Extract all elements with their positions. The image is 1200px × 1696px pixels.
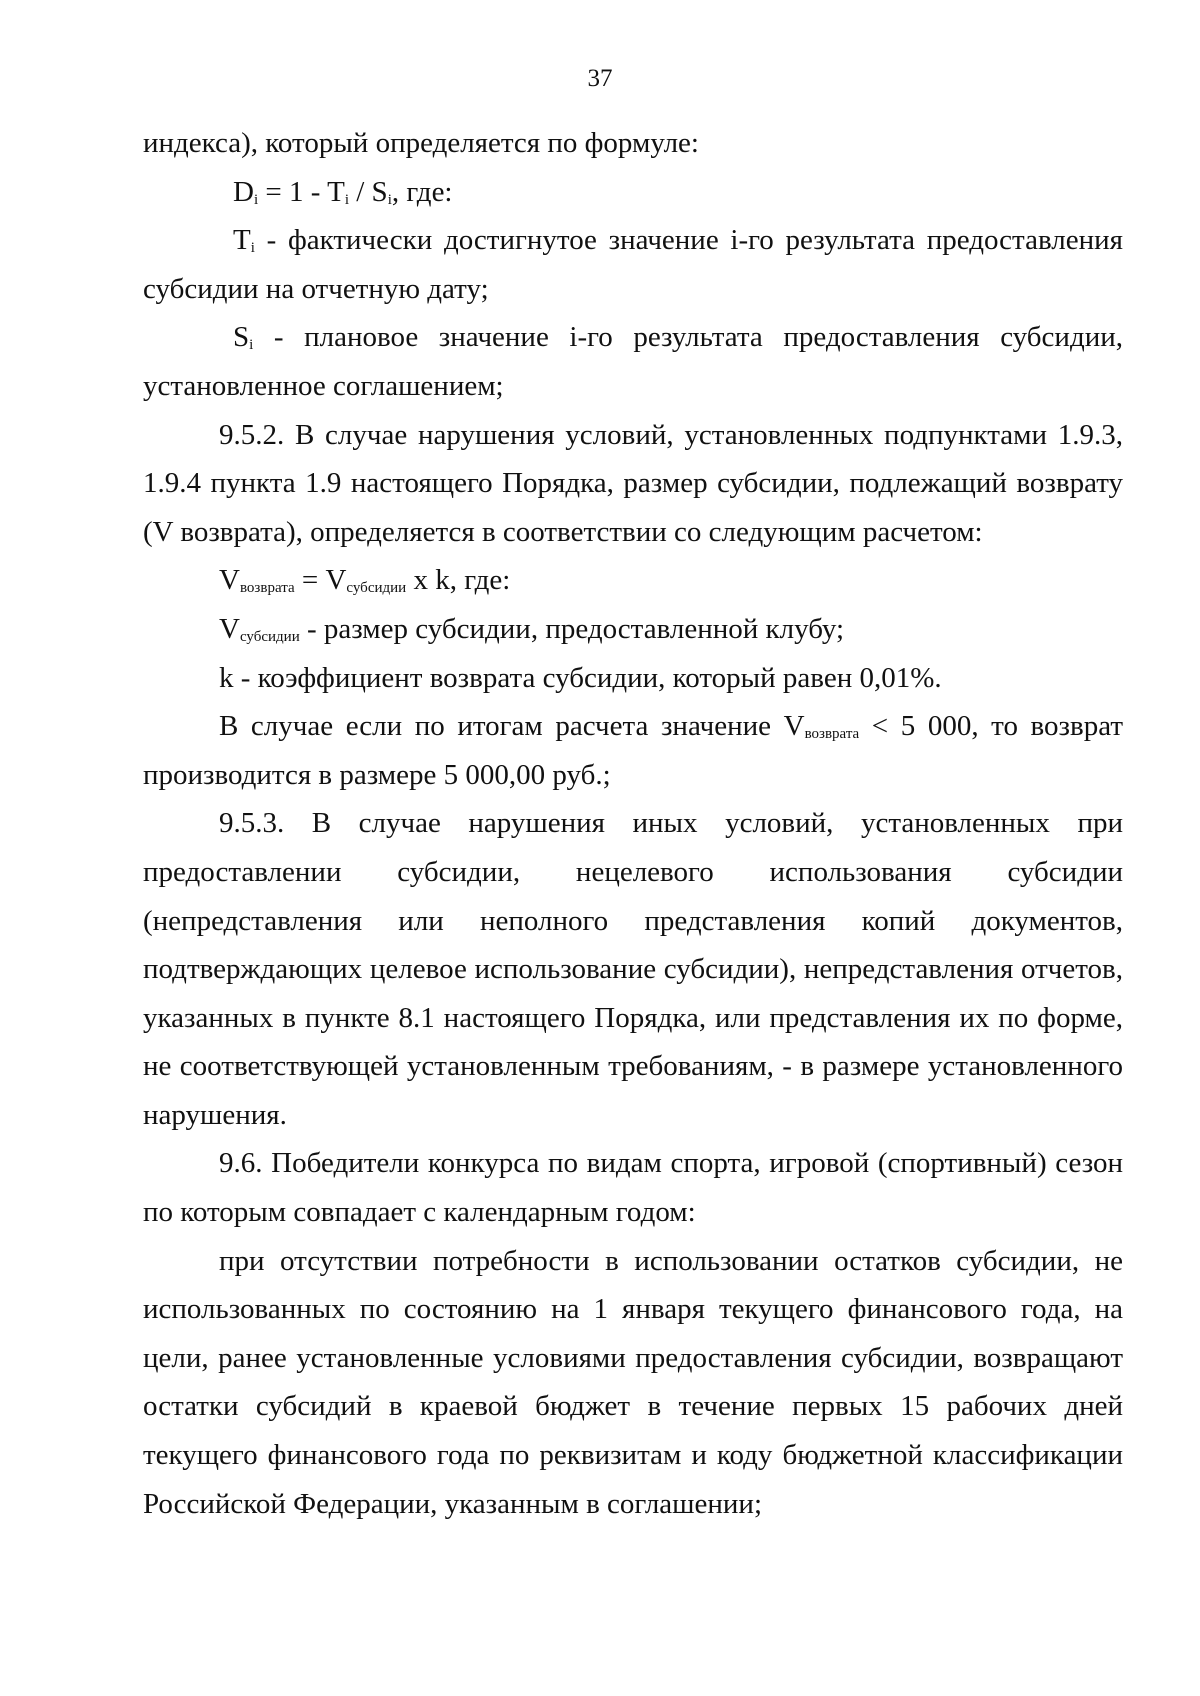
paragraph-intro: индекса), который определяется по формуле: [143, 127, 699, 159]
symbol: T [233, 224, 251, 257]
definition-text: - плановое значение i-го результата предоставления субсидии, установленное соглашением; [143, 321, 1123, 402]
subscript: i [387, 191, 392, 208]
paragraph-9-5-3: 9.5.3. В случае нарушения иных условий, установленных при предоставлении субсидии, нецелевого использования субсидии (непредставления или неполного представления копий документов, подтверждающих целевое использование субсидии), непредставления отчетов, указанных в пункте 8.1 настоящего Порядка, или представления их по форме, не соответствующей установленным требованиям, - в размере установленного нарушения. [143, 807, 1123, 1131]
definition-text: - фактически достигнутое значение i-го результата предоставления субсидии на отчетную дату; [143, 224, 1123, 305]
subscript: возврата [804, 726, 860, 743]
formula-text: = V [294, 564, 347, 597]
subscript: i [250, 240, 255, 257]
subscript: возврата [239, 580, 295, 597]
paragraph-text: < 5 000, то возврат производится в размере 5 000,00 руб.; [143, 710, 1123, 791]
paragraph-minimum-return [143, 702, 1123, 799]
paragraph-9-5-2: 9.5.2. В случае нарушения условий, установленных подпунктами 1.9.3, 1.9.4 пункта 1.9 настоящего Порядка, размер субсидии, подлежащий возврату (V возврата), определяется в соответствии со следующим расчетом: [143, 418, 1123, 548]
subscript: i [253, 191, 259, 208]
subscript: субсидии [239, 628, 300, 645]
definition-s [143, 313, 1123, 410]
formula-text: x k, где: [406, 564, 511, 597]
paragraph-9-6: 9.6. Победители конкурса по видам спорта, игровой (спортивный) сезон по которым совпадает с календарным годом: [143, 1147, 1123, 1229]
definition-k: k - коэффициент возврата субсидии, который равен 0,01%. [219, 661, 942, 694]
formula-text: = 1 - T [258, 175, 345, 208]
definition-text: - размер субсидии, предоставленной клубу; [299, 612, 845, 645]
subscript: субсидии [346, 580, 407, 597]
formula-text: D [233, 175, 254, 208]
definition-t [143, 216, 1123, 313]
page-number: 37 [587, 65, 613, 92]
formula-text: V [219, 564, 240, 597]
symbol: S [233, 321, 250, 354]
subscript: i [344, 191, 349, 208]
definition-v [143, 605, 1123, 654]
formula-v [143, 556, 1123, 605]
formula-d [143, 168, 1123, 217]
subscript: i [249, 337, 254, 354]
symbol: V [219, 612, 240, 645]
paragraph-residual-return: при отсутствии потребности в использовании остатков субсидии, не использованных по состоянию на 1 января текущего финансового года, на цели, ранее установленные условиями предоставления субсидии, возвращают остатки субсидий в краевой бюджет в течение первых 15 рабочих дней текущего финансового года по реквизитам и коду бюджетной классификации Российской Федерации, указанным в соглашении; [143, 1244, 1123, 1520]
formula-text: / S [349, 175, 388, 208]
formula-text: , где: [391, 175, 453, 208]
document-body [143, 119, 1123, 1528]
paragraph-text: В случае если по итогам расчета значение V [219, 710, 805, 743]
